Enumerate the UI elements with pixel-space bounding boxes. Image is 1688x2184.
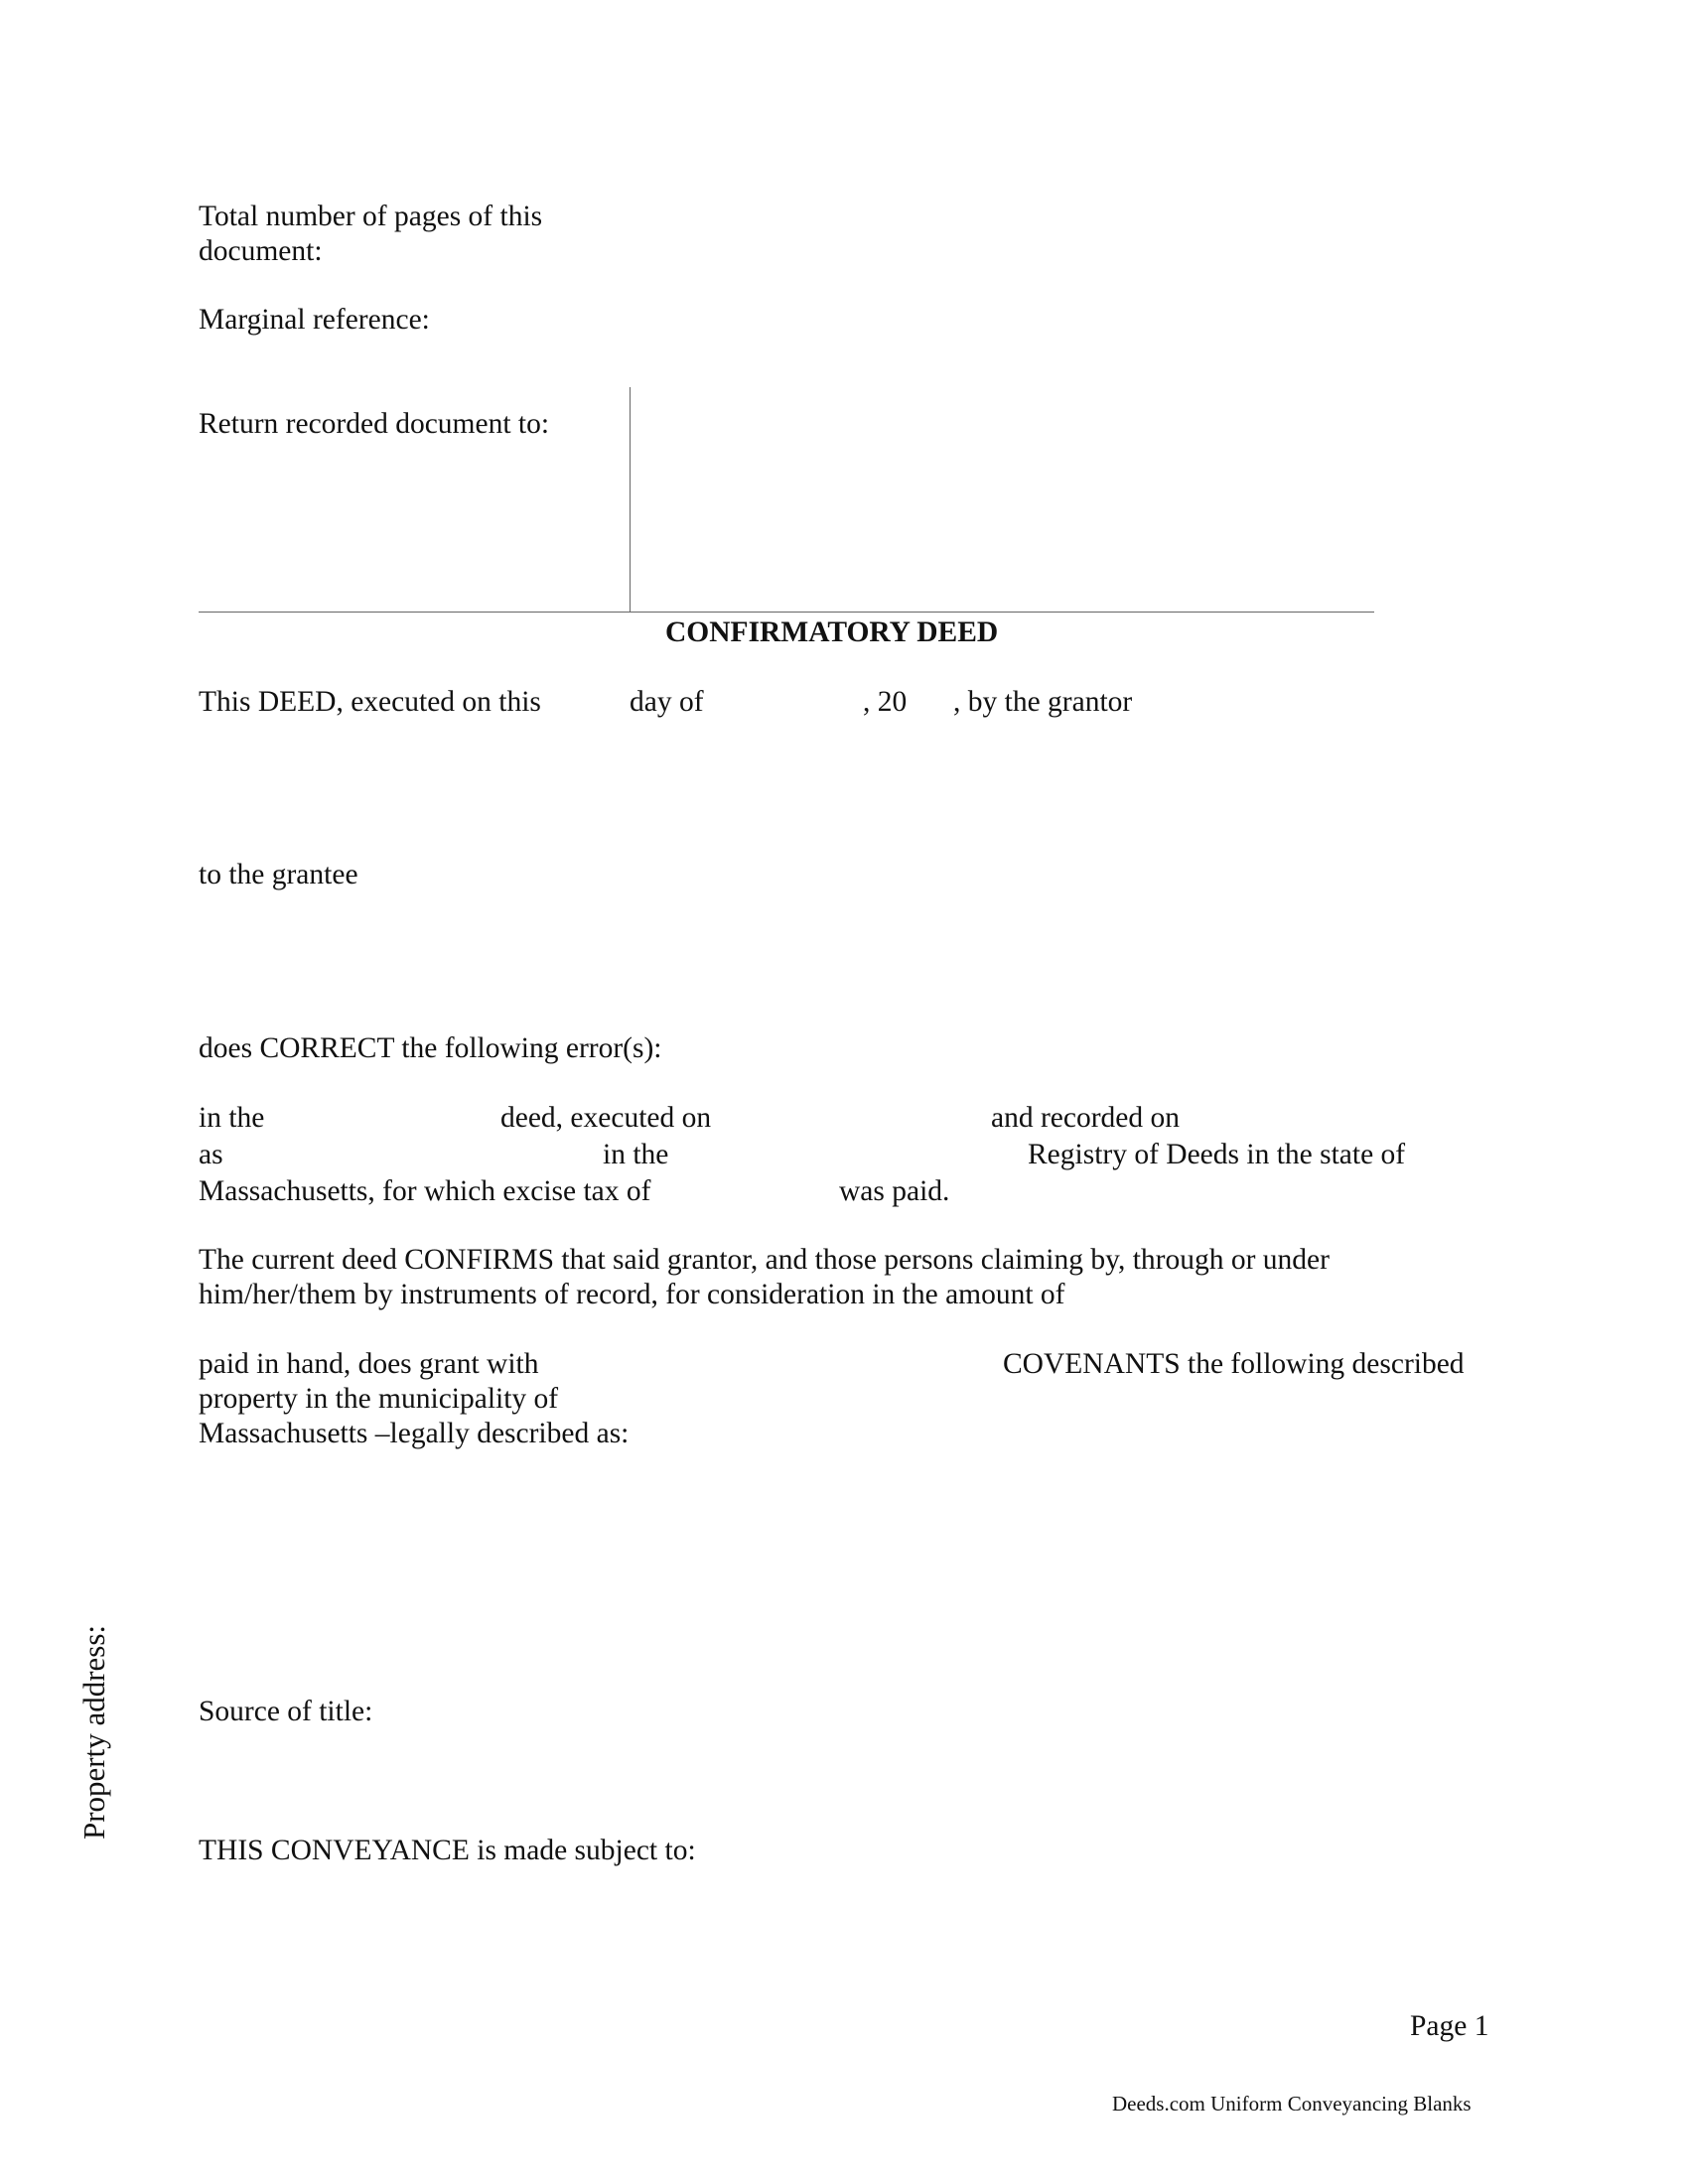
grant-legally-described: Massachusetts –legally described as:: [199, 1418, 630, 1449]
property-address-sidebar: Property address:: [76, 1624, 111, 1841]
footer-brand: Deeds.com Uniform Conveyancing Blanks: [1112, 2092, 1472, 2116]
prior-deed-in-the-2: in the: [603, 1139, 669, 1170]
confirms-line-2: him/her/them by instruments of record, for consideration in the amount of: [199, 1279, 1065, 1310]
prior-deed-executed-on: deed, executed on: [500, 1102, 712, 1134]
prior-deed-was-paid: was paid.: [839, 1175, 950, 1207]
grantee-label: to the grantee: [199, 859, 358, 890]
intro-day-of: day of: [630, 686, 704, 718]
prior-deed-in-the: in the: [199, 1102, 265, 1134]
correct-errors-label: does CORRECT the following error(s):: [199, 1032, 662, 1064]
grant-paid-in-hand: paid in hand, does grant with: [199, 1348, 539, 1380]
prior-deed-registry: Registry of Deeds in the state of: [1028, 1139, 1406, 1170]
prior-deed-as: as: [199, 1139, 223, 1170]
intro-executed: This DEED, executed on this: [199, 686, 541, 718]
return-box-divider: [630, 387, 631, 612]
intro-by-grantor: , by the grantor: [953, 686, 1133, 718]
confirms-line-1: The current deed CONFIRMS that said grantor, and those persons claiming by, through or under: [199, 1244, 1330, 1276]
total-pages-label-cont: document:: [199, 235, 323, 267]
document-title: CONFIRMATORY DEED: [665, 616, 999, 648]
subject-to-label: THIS CONVEYANCE is made subject to:: [199, 1835, 696, 1866]
prior-deed-excise-tax: Massachusetts, for which excise tax of: [199, 1175, 651, 1207]
page-number: Page 1: [1410, 2010, 1489, 2042]
prior-deed-recorded-on: and recorded on: [991, 1102, 1181, 1134]
grant-covenants: COVENANTS the following described: [1003, 1348, 1465, 1380]
intro-year: , 20: [863, 686, 908, 718]
return-to-label: Return recorded document to:: [199, 408, 550, 440]
grant-municipality: property in the municipality of: [199, 1383, 559, 1415]
marginal-reference-label: Marginal reference:: [199, 304, 430, 336]
header-rule: [199, 612, 1374, 613]
source-of-title-label: Source of title:: [199, 1696, 373, 1727]
total-pages-label: Total number of pages of this: [199, 201, 543, 232]
